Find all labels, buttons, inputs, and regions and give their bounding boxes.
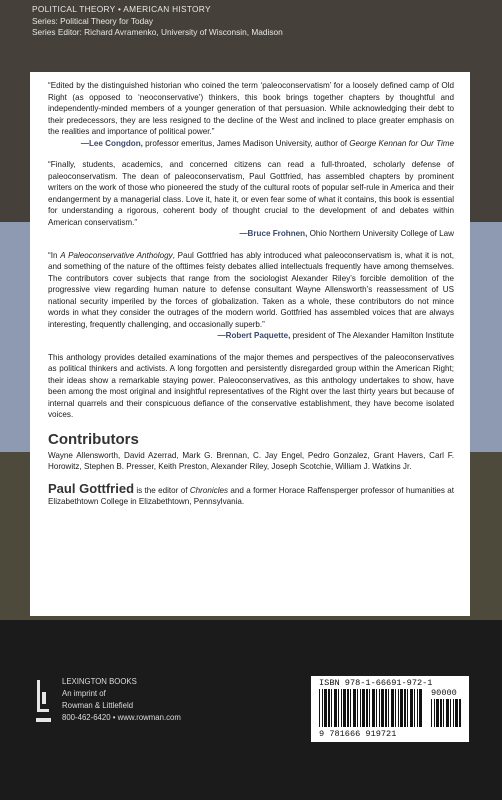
review-2-attribution: [48, 228, 454, 240]
review-1-attribution: [48, 138, 454, 150]
author-bio-text-2: and a former Horace Raffensperger professor of humanities at Elizabethtown College in Elizabethtown, Pennsylvania.: [48, 485, 455, 506]
isbn-number: ISBN 978-1-66691-972-1: [319, 678, 433, 688]
back-cover-text-panel: [30, 72, 470, 616]
review-3-book-title: A Paleoconservative Anthology: [60, 250, 173, 260]
review-3-attribution: [48, 330, 454, 342]
price-addon-code: 90000: [431, 688, 457, 698]
review-1: [48, 80, 454, 149]
publisher-contact: 800-462-6420 • www.rowman.com: [62, 713, 181, 722]
journal-title: Chronicles: [189, 485, 229, 495]
barcode-digits: 9 781666 919721: [319, 729, 397, 739]
review-2-quote: “Finally, students, academics, and concerned citizens can read a full-throated, scholarly defense of paleoconservatism. The dean of paleoconservatism, Paul Gottfried, has assembled chapters by prominent writers on the work of those who pioneered the study of the cultural roots of popular self-rule in America and their endangerment by a managerial class. Love it, hate it, or even fear some of what it contains, this book is essential for understanding a rigorous, coherent body of thought crucial to the development of and debates within American conservatism.”: [48, 160, 454, 227]
review-3-quote-open: “In: [48, 250, 58, 260]
book-description: This anthology provides detailed examinations of the major themes and perspectives of the paleoconservatives as political thinkers and activists. A long forgotten and persistently disregarded group within the American Right; their ideas show a remarkable staying power. Paleoconservatives, as this anthology undertakes to show, have been among the most original and insightful representatives of the Right over the last thirty years but because of internal quarrels and their conspicuous defiance of the conservative establishment, they have become isolated voices.: [48, 352, 454, 419]
subject-category: POLITICAL THEORY • AMERICAN HISTORY: [32, 4, 211, 14]
contributors-heading: Contributors: [48, 430, 139, 448]
review-1-affiliation: professor emeritus, James Madison University, author of: [145, 138, 347, 148]
review-2: [48, 159, 454, 240]
barcode-bars: [319, 689, 423, 727]
review-1-name: —Lee Congdon,: [80, 138, 143, 148]
review-3-quote: , Paul Gottfried has ably introduced what paleoconservatism is, what it is not, and something of the nature of the ofttimes feisty debates allied intellectuals frequently have among themselves. The contributors cover subjects that range from the sociologist Alexander Riley’s forcible demolition of the progressive view regarding human nature to defense consultant Wayne Allensworth’s reassessment of US national security imperiled by the forces of globalization. Taken as a whole, these contributors do not mince words in what they consider the outrages of the modern world. Gottfried has assembled voices that are always interesting, frequently challenging, and occasionally superb.”: [48, 250, 455, 329]
author-bio: [48, 480, 455, 508]
review-1-book-title: George Kennan for Our Time: [349, 138, 454, 148]
author-name: Paul Gottfried: [48, 480, 135, 496]
isbn-barcode: [311, 676, 469, 742]
publisher-name: LEXINGTON BOOKS: [62, 677, 137, 686]
back-cover-content: [48, 80, 454, 518]
publisher-text: [62, 676, 181, 724]
addon-barcode-bars: [431, 699, 461, 727]
review-3: [48, 250, 454, 342]
review-2-name: —Bruce Frohnen,: [239, 229, 308, 238]
imprint-line-2: Rowman & Littlefield: [62, 701, 134, 710]
review-2-affiliation: Ohio Northern University College of Law: [309, 229, 454, 238]
series-header: [32, 4, 283, 39]
contributors-list: Wayne Allensworth, David Azerrad, Mark G. Brennan, C. Jay Engel, Pedro Gonzalez, Grant Havers, Carl F. Horowitz, Stephen B. Presser, Keith Preston, Alexander Riley, Joseph Scotchie, William J. Watkins Jr.: [48, 450, 454, 471]
review-1-quote: “Edited by the distinguished historian who coined the term ‘paleoconservatism’ for a loosely defined camp of Old Right (as opposed to ‘neoconservative’) thinkers, this book brings together chapters by thoughtful and independently-minded members of a younger generation of that persuasion. While acknowledging their debt to their predecessors, they are less resigned to the decline of the West and inclined to place greater emphasis on the realities and importance of political power.”: [48, 81, 454, 136]
author-bio-text-1: is the editor of: [136, 485, 188, 495]
series-editor: Series Editor: Richard Avramenko, University of Wisconsin, Madison: [32, 27, 283, 37]
review-3-name: —Robert Paquette,: [217, 331, 291, 340]
imprint-line-1: An imprint of: [62, 689, 106, 698]
review-3-affiliation: president of The Alexander Hamilton Institute: [292, 331, 454, 340]
lexington-logo-icon: [36, 680, 52, 724]
series-name: Series: Political Theory for Today: [32, 15, 153, 26]
